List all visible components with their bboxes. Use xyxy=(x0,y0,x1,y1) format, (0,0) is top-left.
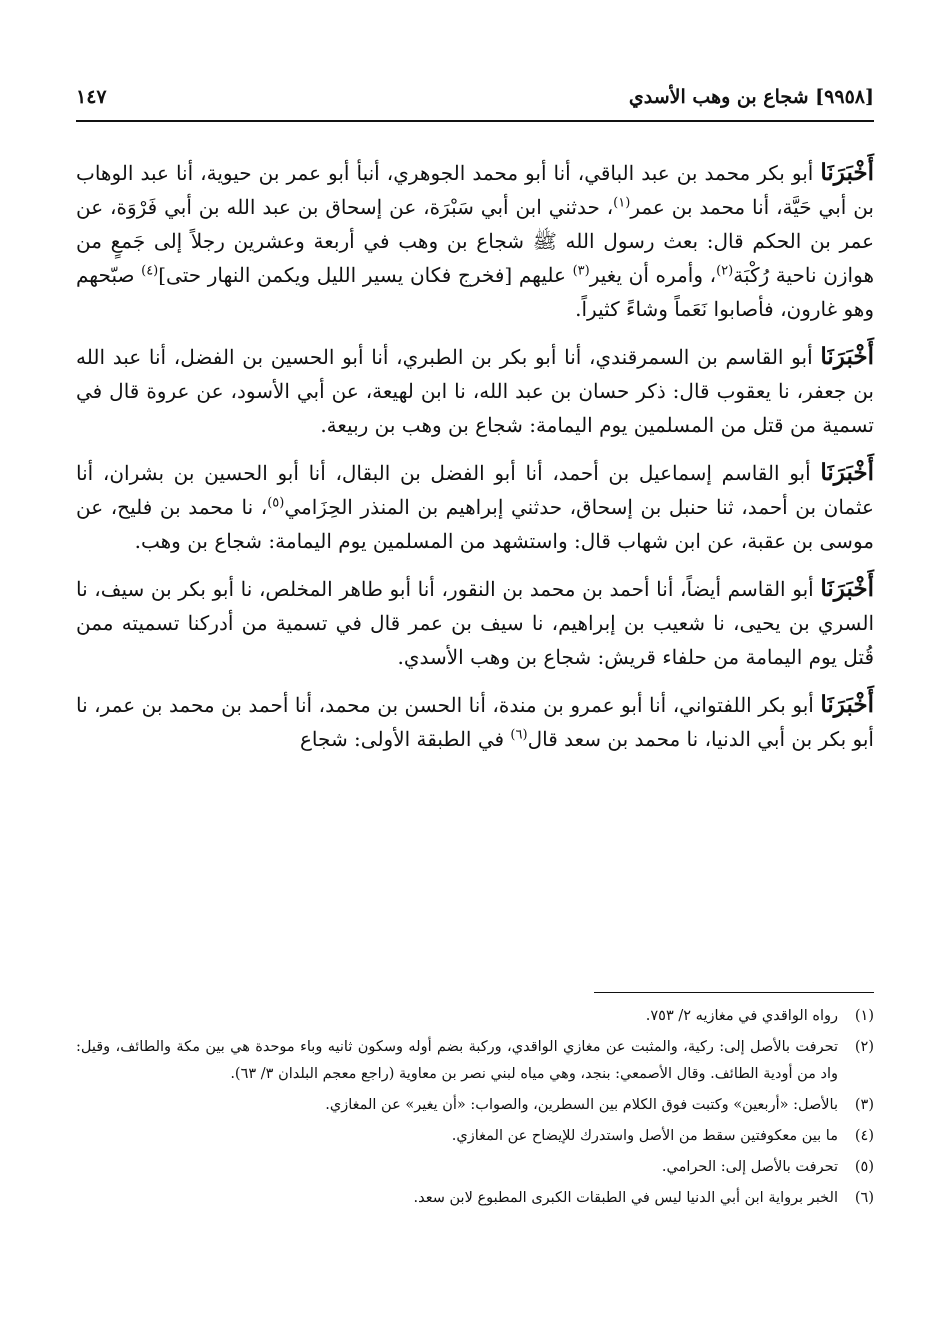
paragraph-keyword: أَخْبَرَنَا xyxy=(820,575,874,602)
footnote-item xyxy=(76,1154,874,1181)
footnote-item xyxy=(76,1034,874,1088)
paragraph-keyword: أَخْبَرَنَا xyxy=(820,343,874,370)
main-text xyxy=(76,156,874,756)
footnote-text: بالأصل: «أربعين» وكتبت فوق الكلام بين السطرين، والصواب: «أن يغير» عن المغازي. xyxy=(325,1097,838,1113)
footnote-number: (٣) xyxy=(854,1097,874,1113)
footnote-marker: (٥) xyxy=(267,495,285,511)
footnote-marker: (٦) xyxy=(510,727,528,743)
chapter-title: [٩٩٥٨] شجاع بن وهب الأسدي xyxy=(628,86,874,108)
footnote-item xyxy=(76,1003,874,1030)
page-content xyxy=(76,86,874,770)
paragraph-text: ، نا محمد بن فليح، عن موسى بن عقبة، عن ابن شهاب قال: واستشهد من المسلمين يوم اليمامة: شجاع بن وهب. xyxy=(76,495,874,553)
footnote-text: تحرفت بالأصل إلى: ركية، والمثبت عن مغازي الواقدي، وركبة بضم أوله وسكون ثانيه وباء موحدة هي بين مكة والطائف، وقيل: واد من أودية الطائف. وقال الأصمعي: بنجد، وهي مياه لبني نصر بن معاوية (راجع معجم البلدان ٣/ ٦٣). xyxy=(76,1039,838,1082)
paragraph-text: في الطبقة الأولى: شجاع xyxy=(300,727,511,751)
paragraph-text: أبو القاسم أيضاً، أنا أحمد بن محمد بن النقور، أنا أبو طاهر المخلص، نا أبو بكر بن سيف، نا السري بن يحيى، نا شعيب بن إبراهيم، نا سيف بن عمر قال في تسمية من أدركنا تسميته ممن قُتل يوم اليمامة من حلفاء قريش: شجاع بن وهب الأسدي. xyxy=(76,577,874,669)
paragraph-text: أبو بكر اللفتواني، أنا أبو عمرو بن مندة، أنا الحسن بن محمد، أنا أحمد بن محمد بن عمر، نا أبو بكر بن أبي الدنيا، نا محمد بن سعد قال xyxy=(76,693,874,751)
footnote-number: (١) xyxy=(854,1008,874,1024)
footnote-text: ما بين معكوفتين سقط من الأصل واستدرك للإيضاح عن المغازي. xyxy=(451,1128,838,1144)
paragraph-text: ، وأمره أن يغير xyxy=(589,263,717,287)
footnote-marker: (١) xyxy=(613,195,631,211)
page-number: ١٤٧ xyxy=(76,86,107,108)
footnote-item xyxy=(76,1185,874,1212)
footnote-number: (٢) xyxy=(854,1039,874,1055)
footnote-text: تحرفت بالأصل إلى: الحرامي. xyxy=(661,1159,838,1175)
paragraph-keyword: أَخْبَرَنَا xyxy=(820,459,874,486)
footnotes-section xyxy=(76,992,874,1216)
paragraph-keyword: أَخْبَرَنَا xyxy=(820,159,874,186)
footnote-text: الخبر برواية ابن أبي الدنيا ليس في الطبقات الكبرى المطبوع لابن سعد. xyxy=(413,1190,838,1206)
footnote-marker: (٣) xyxy=(572,263,590,279)
footnote-number: (٤) xyxy=(854,1128,874,1144)
footnote-item xyxy=(76,1092,874,1119)
running-header xyxy=(76,86,874,122)
paragraph-text: أبو القاسم بن السمرقندي، أنا أبو بكر بن الطبري، أنا أبو الحسين بن الفضل، أنا عبد الله بن جعفر، نا يعقوب قال: ذكر حسان بن عبد الله، نا ابن لهيعة، عن أبي الأسود، عن عروة قال في تسمية من قتل من المسلمين يوم اليمامة: شجاع بن وهب بن ربيعة. xyxy=(76,345,874,437)
paragraph-text: أبو القاسم إسماعيل بن أحمد، أنا أبو الفضل بن البقال، أنا أبو الحسين بن بشران، أنا عثمان بن أحمد، ثنا حنبل بن إسحاق، حدثني إبراهيم بن المنذر الحِزَامي xyxy=(76,461,874,519)
paragraph xyxy=(76,456,874,558)
paragraph-text: أبو بكر محمد بن عبد الباقي، أنا أبو محمد الجوهري، أنبأ أبو عمر بن حيوية، أنا عبد الوهاب بن أبي حَيَّة، أنا محمد بن عمر xyxy=(76,161,875,219)
paragraph-text: ، حدثني ابن أبي سَبْرَة، عن إسحاق بن عبد الله بن أبي فَرْوَة، عن عمر بن الحكم قال: بعث رسول الله ﷺ شجاع بن وهب في أربعة وعشرين رجلاً إلى جَمعٍ من هوازن ناحية رُكْبَة xyxy=(76,195,875,287)
paragraph xyxy=(76,340,874,442)
footnote-list xyxy=(76,1003,874,1212)
footnote-number: (٥) xyxy=(854,1159,874,1175)
paragraph xyxy=(76,572,874,674)
paragraph-text: صبّحهم وهو غارون، فأصابوا نَعَماً وشاءً كثيراً. xyxy=(76,263,874,321)
footnote-marker: (٢) xyxy=(716,263,734,279)
paragraph xyxy=(76,688,874,756)
paragraph-keyword: أَخْبَرَنَا xyxy=(820,691,874,718)
footnote-number: (٦) xyxy=(854,1190,874,1206)
footnote-item xyxy=(76,1123,874,1150)
footnote-marker: (٤) xyxy=(141,263,159,279)
footnote-divider xyxy=(594,992,874,993)
footnote-text: رواه الواقدي في مغازيه ٢/ ٧٥٣. xyxy=(645,1008,838,1024)
paragraph xyxy=(76,156,874,326)
paragraph-text: عليهم [فخرج فكان يسير الليل ويكمن النهار حتى] xyxy=(158,263,573,287)
